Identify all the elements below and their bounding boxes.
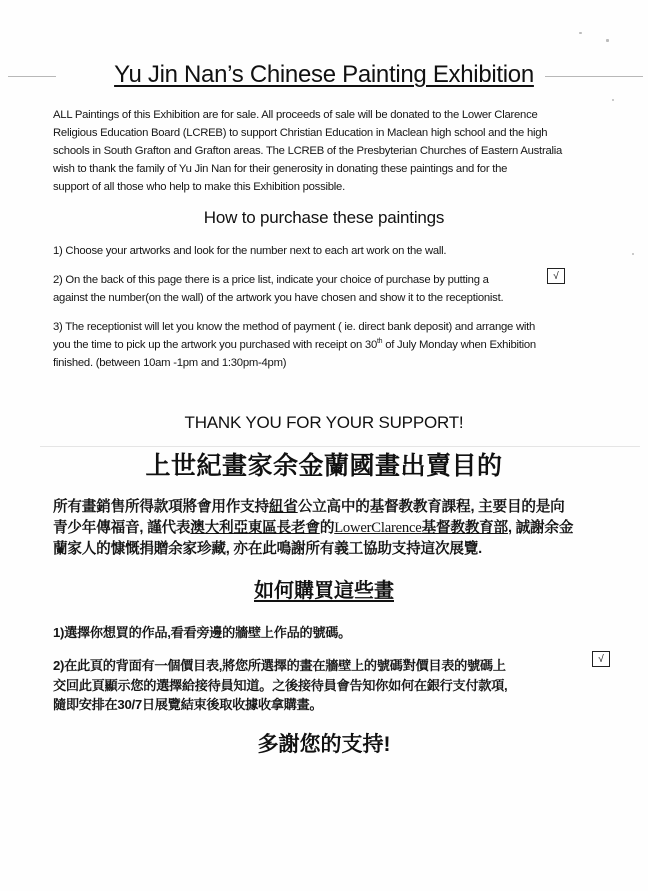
chinese-step-2-line-3: 隨即安排在30/7日展覽結束後取收據收拿購畫。	[53, 697, 323, 712]
checkmark-icon: √	[598, 654, 604, 665]
text: 所有畫銷售所得款項將會用作支持	[53, 499, 269, 515]
step-2-line-1: 2) On the back of this page there is a price list, indicate your choice of purchase by putting a	[53, 274, 489, 286]
chinese-step-2-line-2: 交回此頁顯示您的選擇給接待員知道。之後接待員會告知你如何在銀行支付款項,	[53, 677, 508, 693]
step-3-line-3: finished. (between 10am -1pm and 1:30pm-4pm)	[53, 357, 287, 369]
intro-line: wish to thank the family of Yu Jin Nan for their generosity in donating these paintings and for the	[53, 163, 508, 175]
text: 青少年傳福音, 謹代表	[53, 520, 191, 536]
chinese-paragraph	[53, 497, 623, 560]
text: , 誠謝余金	[507, 520, 574, 536]
underlined-text: LowerClarence	[334, 520, 422, 536]
scan-speck	[579, 32, 582, 34]
text: 公立高中的基督教教育課程, 主要目的是向	[297, 499, 565, 515]
chinese-step-2	[53, 656, 613, 715]
chinese-para-line-3: 蘭家人的慷慨捐贈余家珍藏, 亦在此鳴謝所有義工協助支持這次展覽.	[53, 541, 482, 557]
scan-speck	[612, 99, 614, 101]
chinese-checkmark-box-icon	[592, 651, 610, 667]
chinese-how-to-heading-text: 如何購買這些畫	[254, 580, 394, 602]
underlined-text: 紐省	[268, 499, 298, 515]
step-2-line-2: against the number(on the wall) of the artwork you have chosen and show it to the receptionist.	[53, 292, 504, 304]
step-3	[53, 318, 613, 372]
chinese-step-2-line-1: 2)在此頁的背面有一個價目表,將您所選擇的畫在牆壁上的號碼對價目表的號碼上	[53, 658, 506, 673]
intro-line: support of all those who help to make this Exhibition possible.	[53, 181, 345, 193]
checkmark-box-icon	[547, 268, 565, 284]
intro-paragraph	[53, 106, 613, 196]
how-to-purchase-heading: How to purchase these paintings	[203, 208, 445, 227]
intro-line: ALL Paintings of this Exhibition are for sale. All proceeds of sale will be donated to the Lower Clarence	[53, 109, 538, 121]
text: 的	[319, 520, 335, 536]
scan-speck	[606, 39, 609, 42]
intro-line: Religious Education Board (LCREB) to support Christian Education in Maclean high school and the high	[53, 127, 548, 139]
chinese-how-to-heading	[0, 577, 648, 605]
underlined-text: 澳大利亞東區長老會	[190, 520, 320, 536]
ordinal-suffix: th	[376, 338, 383, 345]
step-3-line-2	[53, 336, 613, 354]
scan-speck	[632, 253, 634, 255]
chinese-thank-you: 多謝您的支持!	[257, 733, 391, 756]
step-2	[53, 271, 613, 307]
scan-line-mid	[40, 446, 640, 447]
underlined-text: 基督教教育部	[421, 520, 508, 536]
step-3-line-1: 3) The receptionist will let you know the method of payment ( ie. direct bank deposit) and arrange with	[53, 321, 536, 333]
step-3-line-2-text: you the time to pick up the artwork you purchased with receipt on 30	[53, 339, 377, 351]
intro-line: schools in South Grafton and Grafton areas. The LCREB of the Presbyterian Churches of Eastern Australia	[53, 145, 563, 157]
thank-you-heading: THANK YOU FOR YOUR SUPPORT!	[184, 413, 464, 432]
chinese-para-line-2	[53, 518, 623, 539]
document-title	[0, 60, 648, 90]
document-title-text: Yu Jin Nan’s Chinese Painting Exhibition	[114, 61, 534, 88]
step-3-line-2-text-end: of July Monday when Exhibition	[382, 339, 536, 351]
chinese-para-line-1	[53, 497, 623, 518]
checkmark-icon: √	[553, 271, 559, 282]
chinese-title: 上世紀畫家余金蘭國畫出賣目的	[145, 452, 503, 480]
step-1-text: 1) Choose your artworks and look for the number next to each art work on the wall.	[53, 245, 447, 257]
step-1	[53, 242, 613, 260]
chinese-step-1: 1)選擇你想買的作品,看看旁邊的牆壁上作品的號碼。	[53, 625, 352, 640]
